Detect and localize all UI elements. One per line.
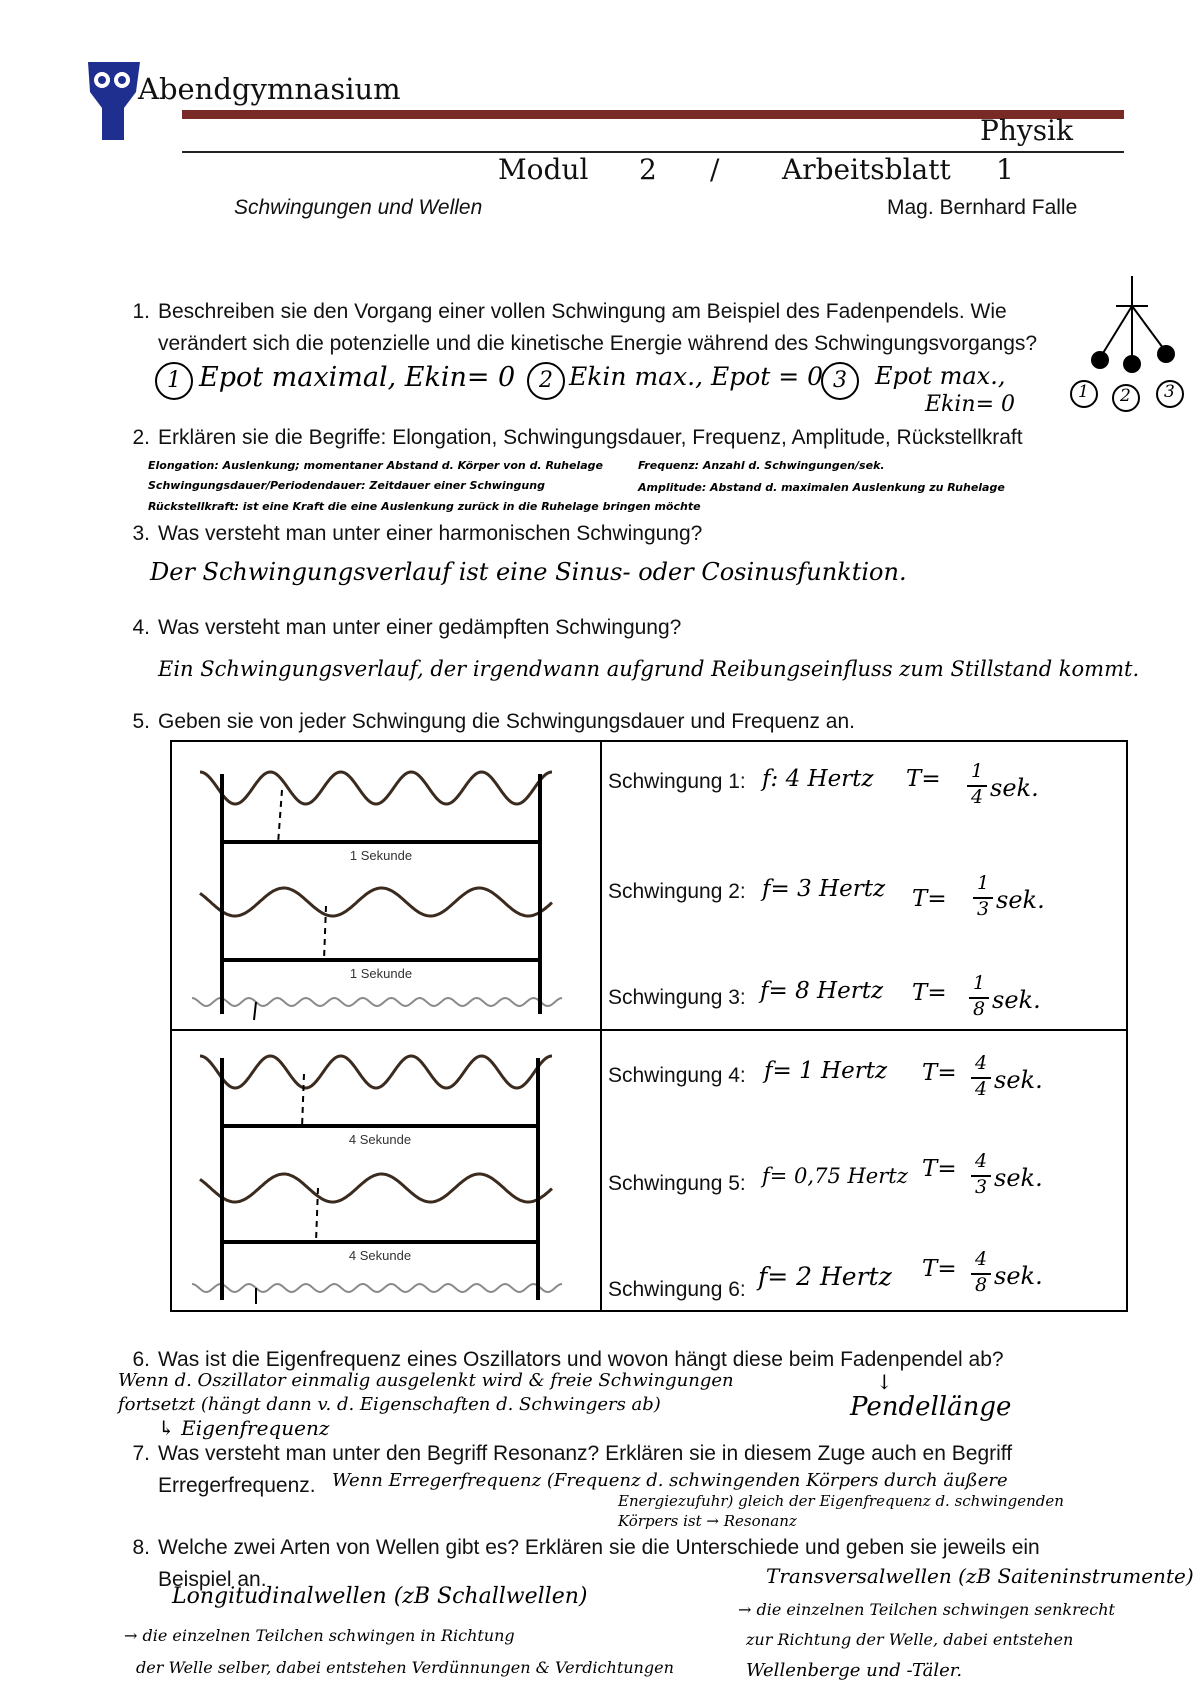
question-line: Erregerfrequenz. — [158, 1474, 316, 1497]
question-line: Geben sie von jeder Schwingung die Schwingungsdauer und Frequenz an. — [158, 710, 855, 733]
fraction-numerator: 1 — [970, 760, 984, 782]
fraction-denominator: 8 — [974, 1274, 988, 1296]
module-number: 2 — [639, 153, 657, 186]
table-row — [608, 1278, 746, 1302]
circled-number — [821, 362, 859, 400]
table-row — [608, 1172, 746, 1196]
circled-number — [527, 362, 565, 400]
pendulum-sketch — [1070, 274, 1194, 420]
fraction-numerator: 1 — [972, 972, 986, 994]
down-arrow: ↓ — [876, 1370, 893, 1394]
circled-number-text: 3 — [833, 368, 847, 393]
sekunde-label: 4 Sekunde — [348, 1132, 412, 1147]
row-period-symbol: T= — [922, 1256, 957, 1282]
table-row — [608, 1064, 746, 1088]
answer-7-line: Energiezufuhr) gleich der Eigenfrequenz d. schwingenden — [618, 1492, 1064, 1510]
answer-8-left-line: der Welle selber, dabei entstehen Verdünnungen & Verdichtungen — [136, 1658, 674, 1677]
answer-1-text-3: Epot max., — [875, 362, 1006, 390]
circled-number-text: 2 — [539, 368, 553, 393]
table-row — [608, 770, 746, 794]
question-line: Was versteht man unter einer gedämpften Schwingung? — [158, 616, 682, 639]
question-number: 1. — [132, 300, 150, 323]
question-number: 8. — [132, 1536, 150, 1559]
answer-8-left-line: → die einzelnen Teilchen schwingen in Richtung — [124, 1626, 515, 1645]
fraction-unit: sek. — [996, 886, 1045, 914]
school-logo — [84, 56, 144, 142]
row-period-symbol: T= — [922, 1156, 957, 1182]
row-frequency: f= 3 Hertz — [762, 876, 886, 902]
answer-2-line: Elongation: Auslenkung; momentaner Abstand d. Körper von d. Ruhelage — [148, 459, 603, 472]
answer-2-line: Rückstellkraft: ist eine Kraft die eine Auslenkung zurück in die Ruhelage bringen möchte — [148, 500, 701, 513]
author-label: Mag. Bernhard Falle — [887, 196, 1078, 219]
row-label: Schwingung 2: — [608, 880, 746, 903]
question-number: 4. — [132, 616, 150, 639]
question-line: Beschreiben sie den Vorgang einer vollen Schwingung am Beispiel des Fadenpendels. Wie — [158, 300, 1007, 323]
answer-4: Ein Schwingungsverlauf, der irgendwann aufgrund Reibungseinfluss zum Stillstand kommt. — [158, 657, 1140, 681]
table-horizontal-divider — [172, 1029, 1126, 1031]
question-number: 7. — [132, 1442, 150, 1465]
period-fraction — [970, 1052, 1080, 1108]
answer-8-right-title: Transversalwellen (zB Saiteninstrumente) — [766, 1564, 1194, 1588]
answer-7 — [332, 1470, 1192, 1536]
fraction-unit: sek. — [994, 1262, 1043, 1290]
module-word: Modul — [498, 153, 589, 186]
pendulum-label: 2 — [1120, 386, 1131, 406]
question-4 — [120, 612, 1120, 644]
circled-number-text: 1 — [167, 368, 181, 393]
row-frequency: f= 8 Hertz — [760, 978, 884, 1004]
question-line: Beispiel an. — [158, 1568, 267, 1591]
answer-1 — [155, 362, 1055, 422]
question-number: 6. — [132, 1348, 150, 1371]
answer-6-right: Pendellänge — [850, 1392, 1012, 1422]
answer-6-line: fortsetzt (hängt dann v. d. Eigenschaften d. Schwingers ab) — [118, 1394, 661, 1415]
fraction-numerator: 4 — [974, 1248, 988, 1270]
topic-label: Schwingungen und Wellen — [234, 196, 483, 219]
pendulum-label: 1 — [1078, 382, 1089, 402]
period-fraction — [970, 1150, 1080, 1206]
sheet-word: Arbeitsblatt — [782, 153, 951, 186]
answer-6-line: ↳ Eigenfrequenz — [158, 1416, 330, 1440]
row-label: Schwingung 4: — [608, 1064, 746, 1087]
table-row — [608, 880, 746, 904]
answer-1-text-4: Ekin= 0 — [925, 392, 1016, 417]
table-vertical-divider — [600, 742, 602, 1310]
wave-figure-top — [192, 754, 582, 1024]
answer-8-right-line: Wellenberge und -Täler. — [746, 1660, 963, 1681]
period-fraction — [968, 972, 1078, 1028]
row-frequency: f= 2 Hertz — [758, 1262, 892, 1291]
row-frequency: f: 4 Hertz — [762, 766, 874, 792]
subject-label: Physik — [980, 114, 1073, 147]
row-label: Schwingung 3: — [608, 986, 746, 1009]
question-line: Erklären sie die Begriffe: Elongation, Schwingungsdauer, Frequenz, Amplitude, Rückstellkraft — [158, 426, 1023, 449]
row-period-symbol: T= — [906, 766, 941, 792]
sekunde-label: 4 Sekunde — [348, 1248, 412, 1263]
answer-2-line: Schwingungsdauer/Periodendauer: Zeitdauer einer Schwingung — [148, 479, 545, 492]
sekunde-label: 1 Sekunde — [349, 966, 413, 981]
period-fraction — [970, 1248, 1080, 1304]
question-line: verändert sich die potenzielle und die kinetische Energie während des Schwingungsvorgangs? — [158, 332, 1038, 355]
pendulum-label: 3 — [1164, 382, 1175, 402]
title-slash: / — [710, 153, 720, 186]
fraction-unit: sek. — [992, 986, 1041, 1014]
question-number: 2. — [132, 426, 150, 449]
answer-8-right — [738, 1564, 1198, 1694]
answer-8-right-line: → die einzelnen Teilchen schwingen senkrecht — [738, 1600, 1115, 1619]
fraction-unit: sek. — [994, 1066, 1043, 1094]
answer-7-line: Wenn Erregerfrequenz (Frequenz d. schwingenden Körpers durch äußere — [332, 1470, 1008, 1491]
question-3 — [120, 518, 1120, 550]
fraction-denominator: 3 — [976, 898, 990, 920]
answer-8-left — [124, 1584, 724, 1694]
fraction-denominator: 8 — [972, 998, 986, 1020]
question-line: Welche zwei Arten von Wellen gibt es? Erklären sie die Unterschiede und geben sie jeweils ein — [158, 1536, 1040, 1559]
circled-number — [155, 362, 193, 400]
fraction-numerator: 4 — [974, 1150, 988, 1172]
period-fraction — [972, 872, 1082, 928]
question-1 — [120, 296, 1120, 360]
row-label: Schwingung 1: — [608, 770, 746, 793]
answer-2 — [148, 455, 1068, 519]
answer-1-text-1: Epot maximal, Ekin= 0 — [199, 362, 516, 393]
answer-2-line: Amplitude: Abstand d. maximalen Auslenkung zu Ruhelage — [638, 481, 1005, 494]
module-title — [498, 153, 1058, 193]
fraction-denominator: 4 — [970, 786, 984, 808]
answer-8-right-line: zur Richtung der Welle, dabei entstehen — [746, 1630, 1074, 1649]
row-period-symbol: T= — [912, 886, 947, 912]
sekunde-label: 1 Sekunde — [349, 848, 413, 863]
fraction-denominator: 4 — [974, 1078, 988, 1100]
fraction-numerator: 1 — [976, 872, 990, 894]
wave-figure-bottom — [192, 1038, 582, 1308]
question-2 — [120, 422, 1120, 454]
answer-6-line: Wenn d. Oszillator einmalig ausgelenkt wird & freie Schwingungen — [118, 1370, 734, 1391]
row-frequency: f= 1 Hertz — [764, 1058, 888, 1084]
fraction-numerator: 4 — [974, 1052, 988, 1074]
row-label: Schwingung 6: — [608, 1278, 746, 1301]
answer-1-text-2: Ekin max., Epot = 0 — [569, 362, 824, 391]
answer-3: Der Schwingungsverlauf ist eine Sinus- oder Cosinusfunktion. — [150, 558, 907, 586]
fraction-denominator: 3 — [974, 1176, 988, 1198]
table-row — [608, 986, 746, 1010]
row-frequency: f= 0,75 Hertz — [762, 1164, 908, 1188]
question-5 — [120, 706, 1120, 738]
row-label: Schwingung 5: — [608, 1172, 746, 1195]
answer-7-line: Körpers ist → Resonanz — [618, 1512, 797, 1530]
school-name: Abendgymnasium — [138, 72, 401, 106]
answer-6 — [118, 1370, 1118, 1440]
question-number: 5. — [132, 710, 150, 733]
row-period-symbol: T= — [922, 1060, 957, 1086]
answer-2-line: Frequenz: Anzahl d. Schwingungen/sek. — [638, 459, 885, 472]
question-number: 3. — [132, 522, 150, 545]
row-period-symbol: T= — [912, 980, 947, 1006]
answer-8-left-title: Longitudinalwellen (zB Schallwellen) — [172, 1584, 588, 1609]
fraction-unit: sek. — [994, 1164, 1043, 1192]
question-line: Was versteht man unter den Begriff Resonanz? Erklären sie in diesem Zuge auch en Begriff — [158, 1442, 1013, 1465]
period-fraction — [966, 760, 1076, 816]
sheet-number: 1 — [996, 153, 1014, 186]
fraction-unit: sek. — [990, 774, 1039, 802]
question-line: Was versteht man unter einer harmonischen Schwingung? — [158, 522, 703, 545]
question-line: Was ist die Eigenfrequenz eines Oszillators und wovon hängt diese beim Fadenpendel ab? — [158, 1348, 1004, 1371]
